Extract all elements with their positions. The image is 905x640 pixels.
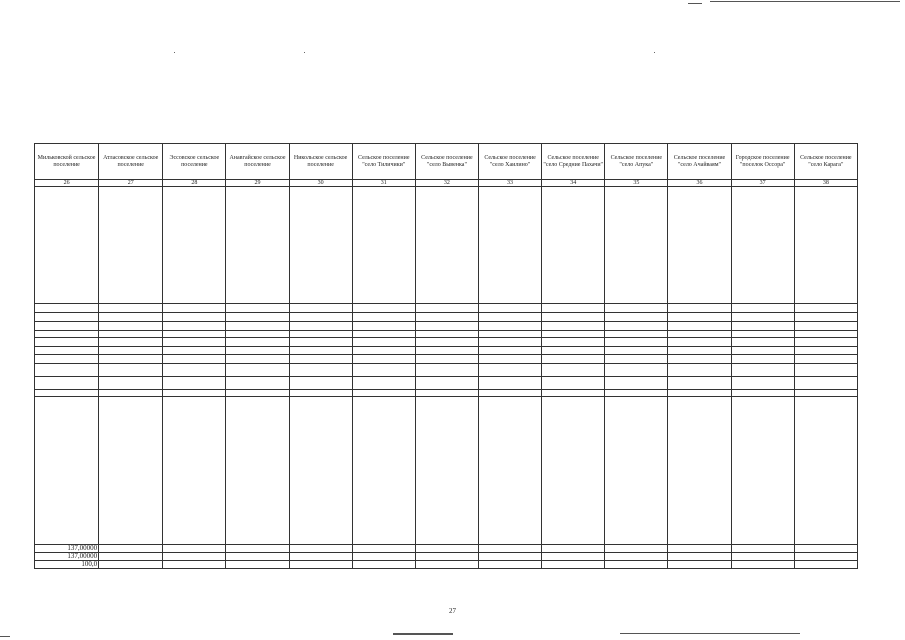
table-cell (35, 304, 99, 313)
table-cell (542, 561, 605, 569)
table-cell (226, 553, 289, 561)
table-cell (668, 561, 731, 569)
table-cell (35, 364, 99, 377)
table-cell (352, 377, 415, 390)
table-cell (794, 364, 857, 377)
table-cell (731, 187, 794, 304)
table-cell (605, 561, 668, 569)
table-cell (668, 347, 731, 355)
table-cell (605, 187, 668, 304)
table-cell (731, 347, 794, 355)
table-cell (668, 397, 731, 545)
table-row (35, 545, 858, 553)
value-cell: 137,00000 (35, 553, 99, 561)
scan-dot (654, 52, 655, 53)
table-cell (99, 355, 163, 364)
table-cell (731, 364, 794, 377)
table-cell (605, 545, 668, 553)
table-cell (35, 377, 99, 390)
table-cell (668, 553, 731, 561)
table-cell (289, 561, 352, 569)
table-cell (289, 364, 352, 377)
scan-dot (174, 52, 175, 53)
table-cell (99, 364, 163, 377)
table-cell (794, 313, 857, 322)
table-cell (163, 545, 226, 553)
table-cell (35, 347, 99, 355)
table-row (35, 347, 858, 355)
table-cell (794, 187, 857, 304)
table-cell (99, 397, 163, 545)
column-header: Атласовское сельское поселение (99, 144, 163, 180)
table-cell (668, 355, 731, 364)
table-cell (605, 553, 668, 561)
table-cell (352, 355, 415, 364)
table-cell (731, 561, 794, 569)
table-cell (542, 377, 605, 390)
table-cell (794, 338, 857, 347)
table-cell (226, 397, 289, 545)
table-cell (478, 187, 541, 304)
table-cell (731, 322, 794, 331)
column-header: Никольское сельское поселение (289, 144, 352, 180)
table-cell (352, 187, 415, 304)
table-cell (35, 397, 99, 545)
table-cell (542, 322, 605, 331)
data-table (34, 143, 858, 569)
table-cell (542, 355, 605, 364)
table-cell (542, 553, 605, 561)
table-row (35, 313, 858, 322)
column-header: Городское поселение "поселок Оссора" (731, 144, 794, 180)
table-cell (415, 390, 478, 397)
header-row (35, 144, 858, 180)
table-cell (731, 355, 794, 364)
table-cell (35, 390, 99, 397)
table-cell (35, 322, 99, 331)
column-number: 31 (352, 180, 415, 187)
table-cell (226, 377, 289, 390)
table-cell (99, 377, 163, 390)
table-cell (99, 347, 163, 355)
column-number-row (35, 180, 858, 187)
table-row (35, 553, 858, 561)
table-cell (289, 390, 352, 397)
table-cell (289, 187, 352, 304)
column-number: 30 (289, 180, 352, 187)
table-row (35, 364, 858, 377)
table-cell (352, 390, 415, 397)
scan-line-bottom-center (393, 633, 453, 635)
table-cell (99, 545, 163, 553)
table-cell (478, 304, 541, 313)
table-cell (415, 304, 478, 313)
table-cell (542, 397, 605, 545)
table-cell (352, 397, 415, 545)
table-cell (478, 364, 541, 377)
table-row (35, 187, 858, 304)
table-cell (352, 561, 415, 569)
table-cell (289, 397, 352, 545)
table-cell (542, 364, 605, 377)
table-cell (289, 304, 352, 313)
table-cell (289, 355, 352, 364)
table-cell (352, 322, 415, 331)
table-cell (99, 331, 163, 338)
table-cell (794, 322, 857, 331)
table-cell (731, 553, 794, 561)
table-cell (35, 313, 99, 322)
table-cell (226, 545, 289, 553)
table-cell (668, 304, 731, 313)
table-cell (163, 322, 226, 331)
scan-line-top-right-2 (710, 1, 900, 2)
table-cell (542, 313, 605, 322)
table-cell (99, 313, 163, 322)
value-cell: 137,00000 (35, 545, 99, 553)
table-cell (163, 338, 226, 347)
table-cell (415, 355, 478, 364)
table-cell (668, 313, 731, 322)
table-cell (731, 331, 794, 338)
column-number: 33 (478, 180, 541, 187)
table-cell (352, 313, 415, 322)
table-cell (605, 347, 668, 355)
table-cell (99, 553, 163, 561)
table-cell (226, 390, 289, 397)
table-cell (668, 545, 731, 553)
column-number: 37 (731, 180, 794, 187)
table-cell (163, 187, 226, 304)
table-cell (794, 331, 857, 338)
column-number: 38 (794, 180, 857, 187)
table-cell (478, 355, 541, 364)
table-cell (794, 390, 857, 397)
table-cell (163, 364, 226, 377)
table-row (35, 338, 858, 347)
table-cell (415, 313, 478, 322)
table-cell (478, 390, 541, 397)
table-cell (35, 355, 99, 364)
table-cell (478, 377, 541, 390)
table-cell (731, 377, 794, 390)
table-cell (478, 338, 541, 347)
table-cell (163, 553, 226, 561)
table-cell (542, 390, 605, 397)
table-cell (542, 331, 605, 338)
table-cell (542, 187, 605, 304)
table-body (35, 187, 858, 569)
table-row (35, 377, 858, 390)
table-cell (352, 553, 415, 561)
column-header: Сельское поселение "село Тиличики" (352, 144, 415, 180)
table-cell (226, 347, 289, 355)
table-cell (668, 390, 731, 397)
table-row (35, 322, 858, 331)
table-cell (794, 397, 857, 545)
table-cell (35, 338, 99, 347)
table-cell (163, 304, 226, 313)
table-cell (605, 390, 668, 397)
table-cell (415, 545, 478, 553)
table-cell (668, 364, 731, 377)
table-cell (99, 561, 163, 569)
table-cell (731, 390, 794, 397)
table-cell (352, 338, 415, 347)
table-cell (35, 187, 99, 304)
table-cell (605, 331, 668, 338)
table-cell (99, 338, 163, 347)
table-cell (163, 377, 226, 390)
table-cell (289, 377, 352, 390)
table-cell (668, 187, 731, 304)
table-cell (163, 347, 226, 355)
column-header: Мильковской сельское поселение (35, 144, 99, 180)
table-cell (794, 355, 857, 364)
table-cell (35, 331, 99, 338)
column-number: 34 (542, 180, 605, 187)
table-cell (794, 377, 857, 390)
table-cell (226, 187, 289, 304)
table-cell (415, 331, 478, 338)
table-cell (289, 313, 352, 322)
table-cell (605, 304, 668, 313)
table-cell (163, 331, 226, 338)
column-number: 26 (35, 180, 99, 187)
table-cell (289, 347, 352, 355)
table-cell (352, 347, 415, 355)
table-cell (226, 304, 289, 313)
table-cell (415, 561, 478, 569)
table-cell (668, 331, 731, 338)
column-number: 27 (99, 180, 163, 187)
table-cell (542, 347, 605, 355)
page-number: 27 (449, 607, 456, 615)
table-row (35, 397, 858, 545)
table-cell (415, 347, 478, 355)
table-cell (731, 545, 794, 553)
table-cell (226, 338, 289, 347)
table-cell (415, 364, 478, 377)
table-cell (478, 313, 541, 322)
scan-line-top-right-1 (688, 3, 702, 4)
column-header: Сельское поселение "село Карага" (794, 144, 857, 180)
column-number: 35 (605, 180, 668, 187)
table-cell (794, 347, 857, 355)
column-number: 28 (163, 180, 226, 187)
table-cell (605, 313, 668, 322)
table-cell (163, 313, 226, 322)
table-cell (668, 338, 731, 347)
column-number: 32 (415, 180, 478, 187)
table-cell (605, 338, 668, 347)
column-header: Сельское поселение "село Вывенка" (415, 144, 478, 180)
table-row (35, 331, 858, 338)
table-cell (478, 561, 541, 569)
table-cell (289, 553, 352, 561)
table-row (35, 304, 858, 313)
table-cell (99, 322, 163, 331)
table-cell (289, 322, 352, 331)
column-header: Сельское поселение "село Апука" (605, 144, 668, 180)
table-cell (794, 561, 857, 569)
table-cell (99, 187, 163, 304)
table-cell (226, 355, 289, 364)
table-cell (478, 347, 541, 355)
table-cell (163, 561, 226, 569)
column-header: Сельское поселение "село Хаилино" (478, 144, 541, 180)
table-cell (226, 561, 289, 569)
table-cell (542, 304, 605, 313)
table-cell (794, 304, 857, 313)
table-cell (415, 322, 478, 331)
table-cell (352, 364, 415, 377)
table-cell (605, 377, 668, 390)
table-cell (668, 377, 731, 390)
scan-dot (304, 52, 305, 53)
column-number: 36 (668, 180, 731, 187)
table-cell (415, 397, 478, 545)
table-cell (731, 338, 794, 347)
table-cell (352, 304, 415, 313)
table-cell (478, 397, 541, 545)
scan-line-bottom-left (0, 636, 10, 637)
table-row (35, 390, 858, 397)
table-cell (163, 355, 226, 364)
scan-line-bottom-right (620, 633, 800, 634)
table-cell (542, 545, 605, 553)
table-cell (731, 397, 794, 545)
table-cell (352, 545, 415, 553)
table-cell (478, 322, 541, 331)
table-cell (163, 397, 226, 545)
table-cell (99, 304, 163, 313)
column-header: Сельское поселение "село Ачайваям" (668, 144, 731, 180)
table-cell (415, 187, 478, 304)
table-cell (163, 390, 226, 397)
table-cell (731, 304, 794, 313)
column-header: Анавгайское сельское поселение (226, 144, 289, 180)
table-cell (415, 553, 478, 561)
table-cell (668, 322, 731, 331)
table-cell (415, 338, 478, 347)
table-cell (478, 545, 541, 553)
table-cell (289, 338, 352, 347)
table-cell (415, 377, 478, 390)
table-cell (226, 331, 289, 338)
column-header: Сельское поселение "село Средние Пахачи" (542, 144, 605, 180)
table-cell (542, 338, 605, 347)
table-cell (226, 364, 289, 377)
table-cell (794, 553, 857, 561)
value-cell: 100,0 (35, 561, 99, 569)
table-cell (605, 355, 668, 364)
table-cell (289, 545, 352, 553)
table-cell (605, 397, 668, 545)
table-cell (289, 331, 352, 338)
table-cell (99, 390, 163, 397)
table-row (35, 561, 858, 569)
table-cell (731, 313, 794, 322)
table-cell (605, 322, 668, 331)
column-header: Эссовское сельское поселение (163, 144, 226, 180)
table-cell (478, 553, 541, 561)
table-cell (226, 322, 289, 331)
table-cell (478, 331, 541, 338)
table-cell (605, 364, 668, 377)
column-number: 29 (226, 180, 289, 187)
table-cell (794, 545, 857, 553)
table-cell (352, 331, 415, 338)
table-cell (226, 313, 289, 322)
table-row (35, 355, 858, 364)
